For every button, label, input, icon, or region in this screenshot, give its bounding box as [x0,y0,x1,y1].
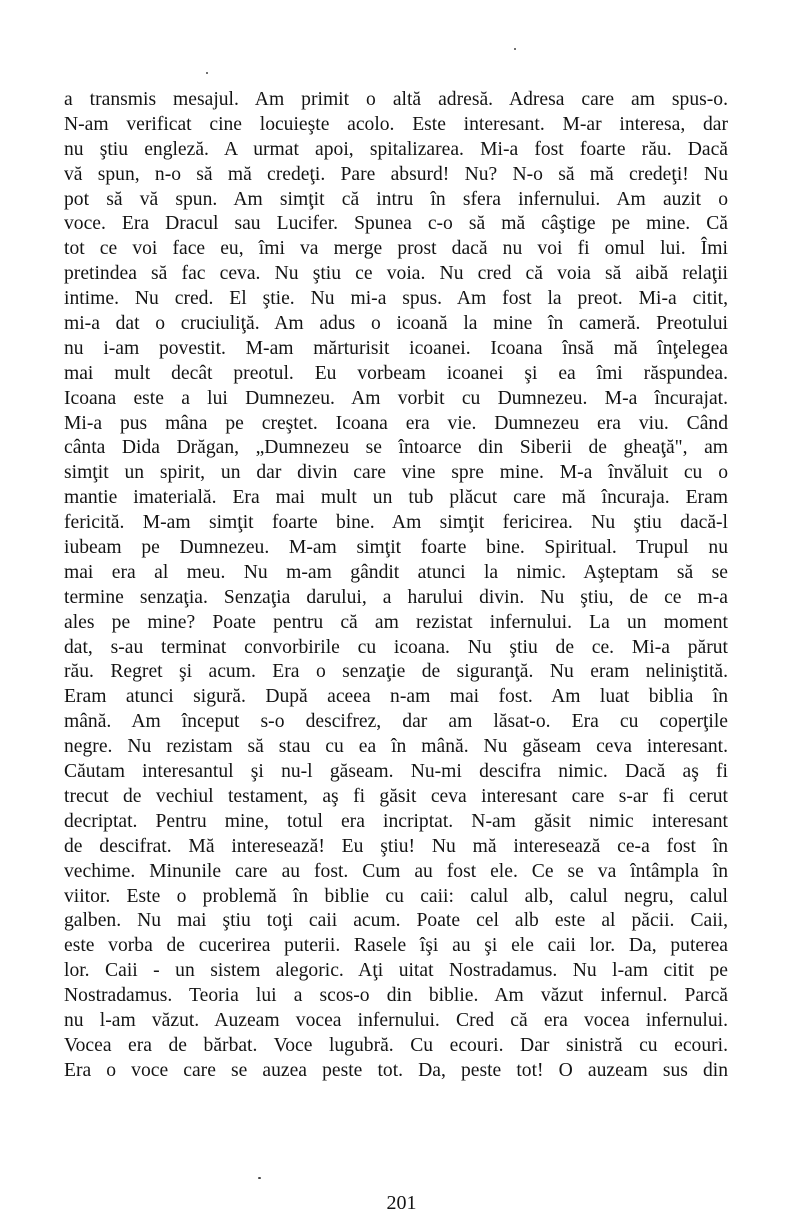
text-line-9: intime. Nu cred. El ştie. Nu mi-a spus. Am fost la preot. Mi-a citit, [64,288,728,310]
body-text [64,88,728,1084]
text-line-14: Mi-a pus mâna pe creştet. Icoana era vie. Dumnezeu era viu. Când [64,412,728,434]
text-line-7: tot ce voi face eu, îmi va merge prost dacă nu voi fi omul lui. Îmi [64,238,728,260]
text-line-27: negre. Nu rezistam să stau cu ea în mână. Nu găseam ceva interesant. [64,736,728,758]
text-line-31: de descifrat. Mă interesează! Eu ştiu! Nu mă interesează ce-a fost în [64,835,728,857]
text-line-3: nu ştiu engleză. A urmat apoi, spitalizarea. Mi-a fost foarte rău. Dacă [64,138,728,160]
text-line-29: trecut de vechiul testament, aş fi găsit ceva interesant care s-ar fi cerut [64,785,728,807]
text-line-6: voce. Era Dracul sau Lucifer. Spunea c-o să mă câştige pe mine. Că [64,213,728,235]
text-line-35: este vorba de cucerirea puterii. Rasele îşi au şi ele caii lor. Da, puterea [64,935,728,957]
text-line-16: simţit un spirit, un dar divin care vine spre mine. M-a învăluit cu o [64,462,728,484]
text-line-33: viitor. Este o problemă în biblie cu caii: calul alb, calul negru, calul [64,885,728,907]
text-line-38: nu l-am văzut. Auzeam vocea infernului. Cred că era vocea infernului. [64,1009,728,1031]
text-line-34: galben. Nu mai ştiu toţi caii acum. Poate cel alb este al păcii. Caii, [64,910,728,932]
text-line-21: termine senzaţia. Senzaţia darului, a harului divin. Nu ştiu, de ce m-a [64,586,728,608]
text-line-28: Căutam interesantul şi nu-l găseam. Nu-mi descifra nimic. Dacă aş fi [64,761,728,783]
text-line-23: dat, s-au terminat convorbirile cu icoana. Nu ştiu de ce. Mi-a părut [64,636,728,658]
text-line-18: fericită. M-am simţit foarte bine. Am simţit fericirea. Nu ştiu dacă-l [64,512,728,534]
text-line-32: vechime. Minunile care au fost. Cum au fost ele. Ce se va întâmpla în [64,860,728,882]
text-line-17: mantie imaterială. Era mai mult un tub plăcut care mă încuraja. Eram [64,487,728,509]
text-line-12: mai mult decât preotul. Eu vorbeam icoanei şi ea îmi răspundea. [64,362,728,384]
text-line-15: cânta Dida Drăgan, „Dumnezeu se întoarce din Siberii de gheaţă", am [64,437,728,459]
text-line-30: decriptat. Pentru mine, totul era incriptat. N-am găsit nimic interesant [64,810,728,832]
text-line-37: Nostradamus. Teoria lui a scos-o din biblie. Am văzut infernul. Parcă [64,985,728,1007]
text-line-10: mi-a dat o cruciuliţă. Am adus o icoană la mine în cameră. Preotului [64,313,728,335]
text-line-13: Icoana este a lui Dumnezeu. Am vorbit cu Dumnezeu. M-a încurajat. [64,387,728,409]
text-line-8: pretindea să fac ceva. Nu ştiu ce voia. Nu cred că voia să aibă relaţii [64,263,728,285]
text-line-5: pot să vă spun. Am simţit că intru în sfera infernului. Am auzit o [64,188,728,210]
text-line-24: rău. Regret şi acum. Era o senzaţie de siguranţă. Nu eram neliniştită. [64,661,728,683]
scan-speck [258,1177,261,1179]
text-line-25: Eram atunci sigură. După aceea n-am mai fost. Am luat biblia în [64,686,728,708]
text-line-36: lor. Caii - un sistem alegoric. Aţi uitat Nostradamus. Nu l-am citit pe [64,960,728,982]
text-line-40: Era o voce care se auzea peste tot. Da, peste tot! O auzeam sus din [64,1059,728,1081]
scan-speck [514,48,516,50]
text-line-11: nu i-am povestit. M-am mărturisit icoanei. Icoana însă mă înţelegea [64,337,728,359]
text-line-26: mână. Am început s-o descifrez, dar am lăsat-o. Era cu coperţile [64,711,728,733]
text-line-22: ales pe mine? Poate pentru că am rezistat infernului. La un moment [64,611,728,633]
text-line-1: a transmis mesajul. Am primit o altă adresă. Adresa care am spus-o. [64,89,728,110]
page-number: 201 [386,1192,417,1214]
text-line-19: iubeam pe Dumnezeu. M-am simţit foarte bine. Spiritual. Trupul nu [64,537,728,559]
text-line-2: N-am verificat cine locuieşte acolo. Este interesant. M-ar interesa, dar [64,113,728,135]
scan-speck [206,72,208,74]
text-line-4: vă spun, n-o să mă credeţi. Pare absurd! Nu? N-o să mă credeţi! Nu [64,163,728,185]
text-line-39: Vocea era de bărbat. Voce lugubră. Cu ecouri. Dar sinistră cu ecouri. [64,1034,728,1056]
text-line-20: mai era al meu. Nu m-am gândit atunci la nimic. Aşteptam să se [64,561,728,583]
